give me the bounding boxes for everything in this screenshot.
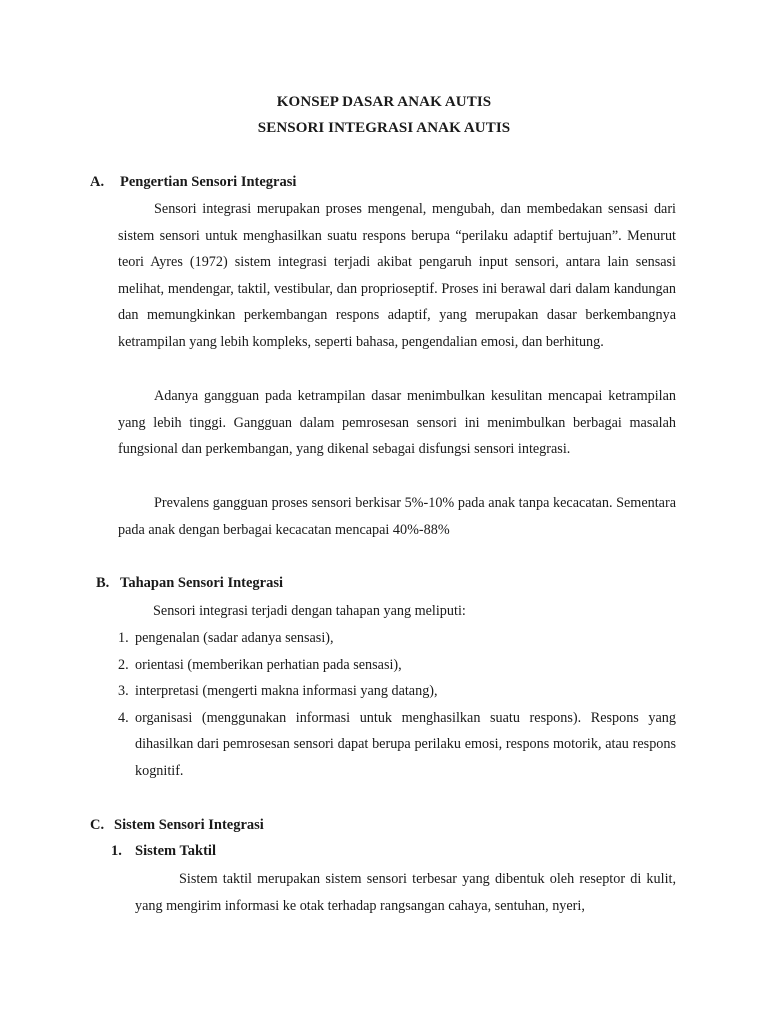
section-b-title: Tahapan Sensori Integrasi [120, 575, 284, 591]
section-c1-paragraph [135, 866, 676, 919]
list-item-text: organisasi (menggunakan informasi untuk menghasilkan suatu respons). Respons yang dihasilkan dari pemrosesan sensori dapat berupa perilaku emosi, respons motorik, atau respons kognitif. [135, 709, 676, 779]
section-a-paragraph-2 [118, 383, 676, 463]
document-title-line1: KONSEP DASAR ANAK AUTIS [276, 94, 492, 110]
section-a-paragraph-1 [118, 196, 676, 355]
list-item-text: orientasi (memberikan perhatian pada sensasi), [135, 656, 402, 673]
list-item-number: 4. [118, 709, 129, 726]
section-b-list [118, 625, 676, 784]
section-c1-paragraph-text: Sistem taktil merupakan sistem sensori terbesar yang dibentuk oleh reseptor di kulit, yang mengirim informasi ke otak terhadap rangsangan cahaya, sentuhan, nyeri, [135, 871, 676, 914]
section-c-heading [90, 817, 264, 834]
list-item-number: 3. [118, 683, 129, 699]
section-a-paragraph-2-text: Adanya gangguan pada ketrampilan dasar menimbulkan kesulitan mencapai ketrampilan yang lebih tinggi. Gangguan dalam pemrosesan sensori ini menimbulkan berbagai masalah fungsional dan perkembangan, yang dikenal sebagai disfungsi sensori integrasi. [118, 388, 676, 457]
section-a-title: Pengertian Sensori Integrasi [120, 174, 297, 190]
section-c-label: C. [90, 817, 105, 833]
section-a-heading [90, 174, 296, 191]
section-c1-title: Sistem Taktil [135, 843, 216, 859]
list-item-number: 2. [118, 656, 129, 673]
list-item [118, 625, 676, 652]
section-c1-label: 1. [111, 843, 122, 859]
list-item-text: pengenalan (sadar adanya sensasi), [135, 630, 334, 646]
section-b-label: B. [96, 575, 110, 591]
section-b-heading [96, 575, 283, 592]
list-item-number: 1. [118, 630, 129, 646]
list-item [118, 705, 676, 785]
list-item [118, 652, 676, 679]
section-c1-heading [111, 843, 216, 860]
document-title-line2: SENSORI INTEGRASI ANAK AUTIS [257, 120, 511, 136]
section-c-title: Sistem Sensori Integrasi [114, 817, 264, 833]
section-a-paragraph-3 [118, 490, 676, 543]
list-item-text: interpretasi (mengerti makna informasi yang datang), [135, 683, 438, 699]
section-a-paragraph-1-text: Sensori integrasi merupakan proses mengenal, mengubah, dan membedakan sensasi dari sistem sensori untuk menghasilkan suatu respons berupa “perilaku adaptif bertujuan”. Menurut teori Ayres (1972) sistem integrasi terjadi akibat pengaruh input sensori, antara lain sensasi melihat, mendengar, taktil, vestibular, dan proprioseptif. Proses ini berawal dari dalam kandungan dan memungkinkan perkembangan respons adaptif, yang merupakan dasar berkembangnya ketrampilan yang lebih kompleks, seperti bahasa, pengendalian emosi, dan berhitung. [118, 201, 676, 350]
section-a-label: A. [90, 174, 105, 190]
section-a-paragraph-3-text: Prevalens gangguan proses sensori berkisar 5%-10% pada anak tanpa kecacatan. Sementara pada anak dengan berbagai kecacatan mencapai 40%-88% [118, 495, 676, 538]
list-item [118, 678, 676, 705]
section-b-intro: Sensori integrasi terjadi dengan tahapan yang meliputi: [153, 603, 466, 619]
